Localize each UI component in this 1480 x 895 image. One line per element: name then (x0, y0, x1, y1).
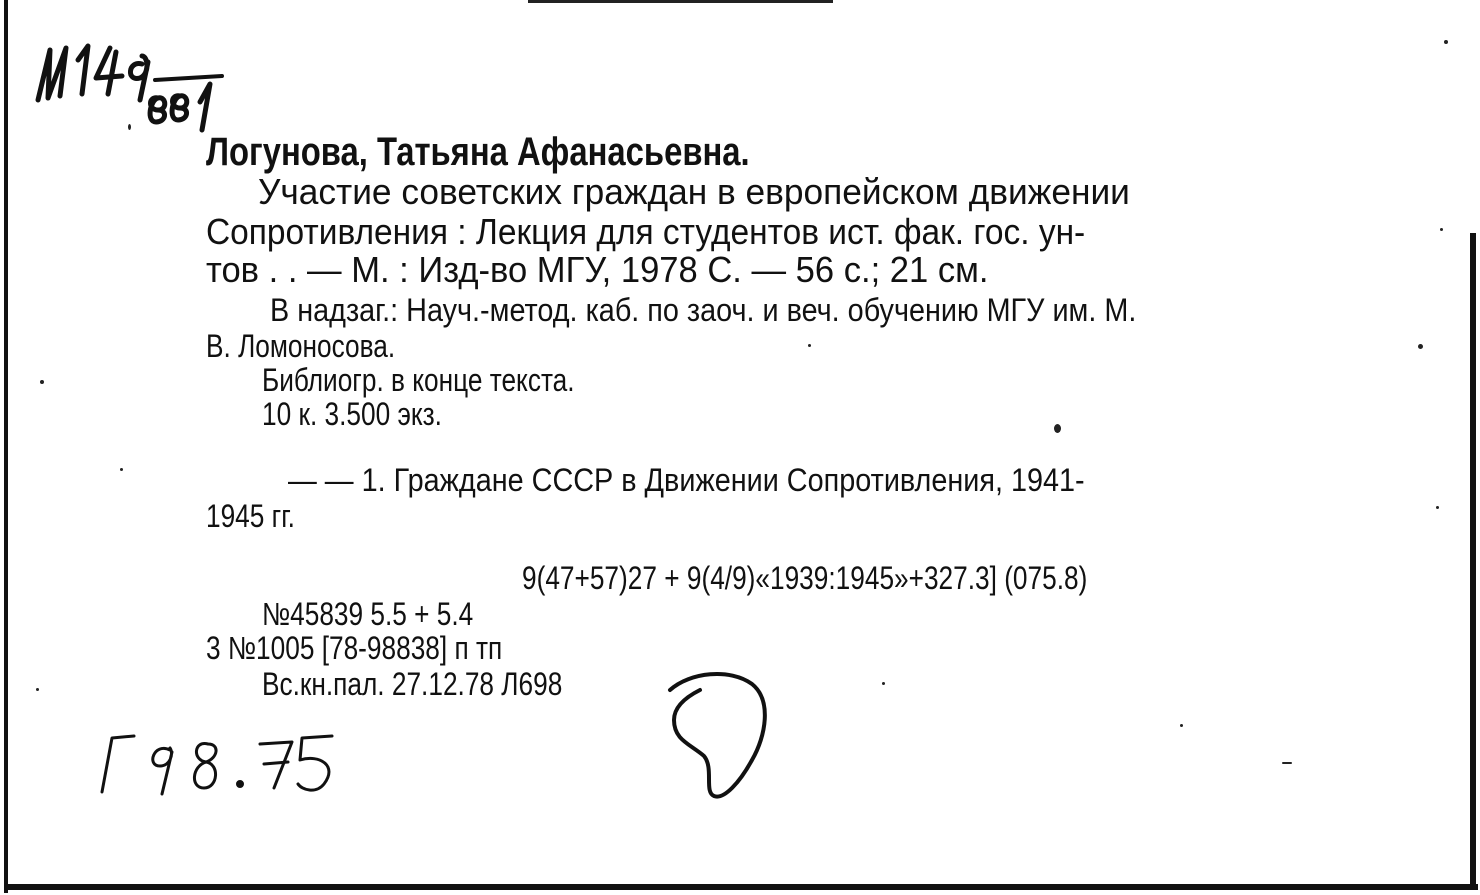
speck (1054, 424, 1061, 433)
title-line-1: Участие советских граждан в европейском движении (258, 171, 1130, 212)
title-line-2: Сопротивления : Лекция для студентов ист. фак. гос. ун- (206, 211, 1086, 252)
classification-index: 9(47+57)27 + 9(4/9)«1939:1945»+327.3] (075.8) (522, 560, 1088, 596)
speck (1282, 762, 1292, 764)
record-number: №45839 5.5 + 5.4 (262, 596, 474, 632)
card-right-border (1470, 233, 1476, 889)
speck (1444, 40, 1448, 44)
speck (882, 682, 885, 685)
speck (36, 688, 39, 691)
note-line-2: В. Ломоносова. (206, 328, 396, 364)
handwritten-call-number (30, 38, 230, 148)
title-line-3: тов . . — М. : Изд-во МГУ, 1978 С. — 56 с.; 21 см. (206, 249, 989, 290)
order-line: 3 №1005 [78-98838] п тп (206, 630, 503, 666)
speck (40, 380, 44, 384)
speck (1418, 344, 1423, 349)
card-left-border (4, 0, 8, 893)
speck (1440, 228, 1443, 231)
subject-heading-line-2: 1945 гг. (206, 498, 295, 534)
speck (1180, 724, 1183, 727)
author-name: Логунова, Татьяна Афанасьевна. (206, 130, 750, 174)
card-top-border-fragment (528, 0, 833, 3)
hand-drawn-loop-mark (660, 660, 780, 810)
subject-heading-line-1: — — 1. Граждане СССР в Движении Сопротивления, 1941- (288, 462, 1085, 498)
card-bottom-border (4, 884, 1478, 890)
price-and-print-run: 10 к. 3.500 экз. (262, 396, 442, 432)
bibliography-note: Библиогр. в конце текста. (262, 362, 575, 398)
speck (128, 124, 131, 130)
speck (1436, 506, 1439, 509)
speck (120, 468, 123, 471)
handwritten-shelf-mark (88, 722, 358, 802)
speck (808, 344, 811, 347)
book-chamber-line: Вс.кн.пал. 27.12.78 Л698 (262, 666, 563, 702)
note-line-1: В надзаг.: Науч.-метод. каб. по заоч. и веч. обучению МГУ им. М. (270, 292, 1137, 328)
